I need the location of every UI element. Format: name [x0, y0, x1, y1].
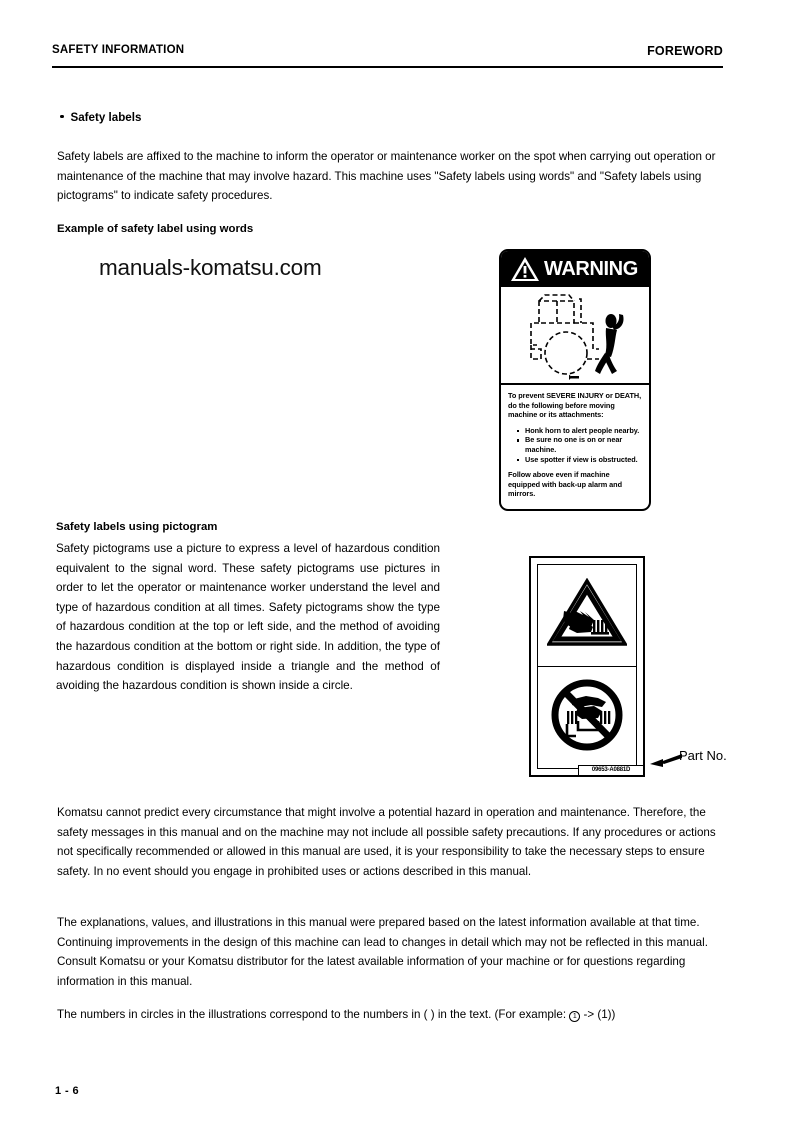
- header-right-title: FOREWORD: [647, 44, 723, 58]
- warning-bullet-item: Use spotter if view is obstructed.: [517, 455, 643, 465]
- warning-bullet-list: [508, 426, 643, 464]
- pictogram-hazard-panel: [538, 565, 636, 667]
- warning-footer-text: Follow above even if machine equipped with back-up alarm and mirrors.: [508, 470, 622, 499]
- warning-bullet-item: Be sure no one is on or near machine.: [517, 435, 643, 454]
- closing-paragraph-2: The explanations, values, and illustrations in this manual were prepared based on the latest information available at that time. Continuing improvements in the design of this machine can lead to changes in detail which may not be reflected in this manual. Consult Komatsu or your Komatsu distributor for the latest available information of your machine or for questions regarding information in this manual.: [57, 916, 708, 988]
- header-left-title: SAFETY INFORMATION: [52, 44, 185, 56]
- no-hands-prohibition-circle-icon: [548, 678, 626, 757]
- page-header: [52, 44, 723, 66]
- pictogram-heading: Safety labels using pictogram: [56, 521, 218, 533]
- example-heading: Example of safety label using words: [57, 223, 254, 235]
- warning-body-text: [501, 385, 649, 503]
- warning-machine-illustration: [501, 287, 649, 385]
- warning-lead-text: To prevent SEVERE INJURY or DEATH, do the following before moving machine or its attachments:: [508, 391, 642, 420]
- circled-number-icon: 1: [569, 1011, 580, 1022]
- pictogram-inner-frame: [537, 564, 637, 769]
- warning-signal-word: WARNING: [544, 257, 638, 280]
- pictogram-avoidance-panel: [538, 667, 636, 768]
- closing-paragraph-3: [57, 1005, 722, 1025]
- part-number-box: 09653-A0881D: [578, 765, 644, 776]
- safety-labels-heading: [60, 111, 141, 124]
- watermark-text: manuals-komatsu.com: [99, 255, 322, 280]
- intro-paragraph: Safety labels are affixed to the machine to inform the operator or maintenance worker on the spot when carrying out operation or maintenance of the machine that may involve hazard. This machine uses "Safety labels using words" and "Safety labels using pictograms" to indicate safety procedures.: [57, 150, 716, 202]
- closing-paragraph-3-before: The numbers in circles in the illustrations correspond to the numbers in ( ) in the text. (For example:: [57, 1008, 570, 1021]
- closing-paragraph-1: Komatsu cannot predict every circumstance that might involve a potential hazard in operation and maintenance. Therefore, the safety messages in this manual and on the machine may not include all possible safety precautions. If any procedures or actions not specifically recommended or allowed in this manual are used, it is your responsibility to take the necessary steps to ensure safety. In no event should you engage in prohibited uses or actions described in this manual.: [57, 806, 716, 878]
- warning-banner: [501, 251, 649, 287]
- header-divider-rule: [52, 66, 723, 68]
- bullet-dot-icon: [60, 115, 64, 119]
- closing-paragraph-3-after: -> (1)): [580, 1008, 616, 1021]
- hand-in-fan-hazard-triangle-icon: [547, 578, 627, 653]
- pictogram-paragraph: Safety pictograms use a picture to express a level of hazardous condition equivalent to the signal word. These safety pictograms use pictures in order to let the operator or maintenance worker understand the level and type of hazardous condition at all times. Safety pictograms show the type of hazardous condition at the top or left side, and the method of avoiding the hazardous condition at the bottom or right side. In addition, the type of hazardous condition is displayed inside a triangle and the method of avoiding the hazardous condition is shown inside a circle.: [56, 542, 440, 693]
- part-number-callout-label: Part No.: [679, 748, 727, 763]
- pictogram-label-graphic: [529, 556, 645, 777]
- warning-label-graphic: [499, 249, 651, 511]
- warning-bullet-item: Honk horn to alert people nearby.: [517, 426, 643, 436]
- page-footer-number: 1 - 6: [55, 1085, 80, 1097]
- safety-labels-heading-label: Safety labels: [70, 111, 142, 124]
- warning-triangle-icon: [510, 256, 540, 282]
